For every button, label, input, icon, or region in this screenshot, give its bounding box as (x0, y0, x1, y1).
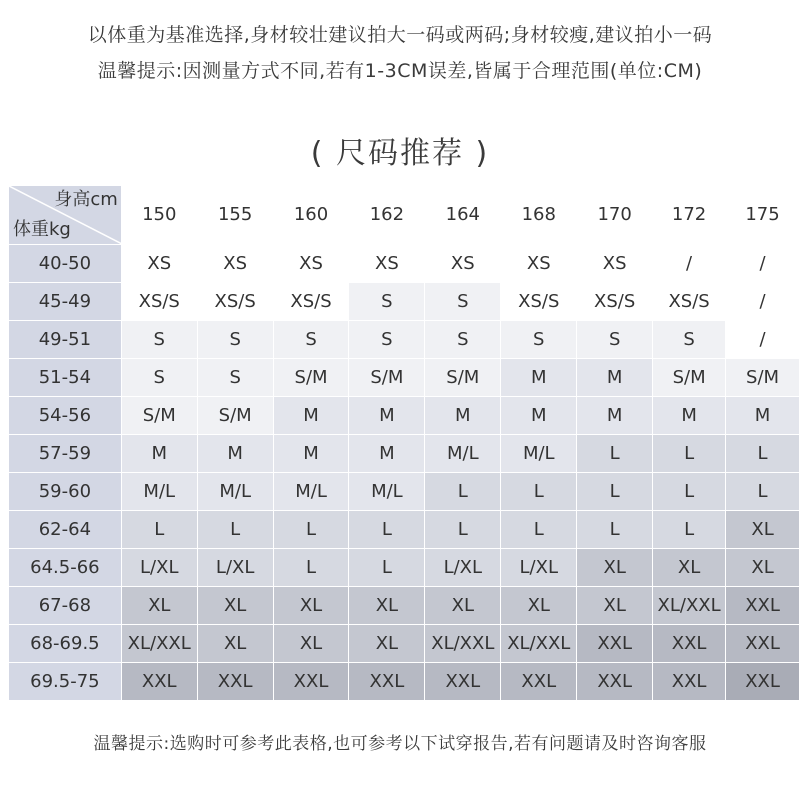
height-header-cell: 170 (577, 186, 653, 245)
size-cell: M/L (121, 473, 197, 511)
height-axis-label: 身高cm (54, 189, 118, 210)
size-cell: XL (349, 625, 425, 663)
size-cell: M (653, 397, 726, 435)
size-cell: XL (273, 587, 349, 625)
size-cell: XXL (577, 625, 653, 663)
height-header-cell: 164 (425, 186, 501, 245)
size-cell: M (273, 435, 349, 473)
size-cell: XL (726, 549, 800, 587)
size-cell: / (726, 283, 800, 321)
height-header-cell: 162 (349, 186, 425, 245)
size-cell: L (577, 511, 653, 549)
weight-range-cell: 49-51 (9, 321, 122, 359)
size-cell: M/L (425, 435, 501, 473)
sizing-advice-text: 以体重为基准选择,身材较壮建议拍大一码或两码;身材较瘦,建议拍小一码 (87, 24, 713, 46)
weight-range-cell: 51-54 (9, 359, 122, 397)
size-cell: L (501, 473, 577, 511)
height-header-cell: 175 (726, 186, 800, 245)
size-cell: / (726, 321, 800, 359)
size-cell: XS/S (273, 283, 349, 321)
size-cell: XL (121, 587, 197, 625)
size-cell: L (349, 549, 425, 587)
weight-axis-label: 体重kg (13, 219, 71, 240)
size-cell: / (653, 245, 726, 283)
size-cell: S (425, 321, 501, 359)
size-cell: XL (273, 625, 349, 663)
size-cell: L (577, 473, 653, 511)
size-cell: XL (577, 549, 653, 587)
size-cell: L (273, 549, 349, 587)
size-cell: L (653, 435, 726, 473)
weight-range-cell: 69.5-75 (9, 663, 122, 701)
size-cell: M (726, 397, 800, 435)
size-cell: XS/S (197, 283, 273, 321)
height-header-cell: 150 (121, 186, 197, 245)
size-cell: L (349, 511, 425, 549)
measurement-tip-text: 温馨提示:因测量方式不同,若有1-3CM误差,皆属于合理范围(单位:CM) (97, 60, 703, 82)
size-cell: XS (273, 245, 349, 283)
size-cell: S/M (273, 359, 349, 397)
size-cell: XL (349, 587, 425, 625)
size-cell: XL (501, 587, 577, 625)
size-cell: XXL (726, 663, 800, 701)
size-cell: S/M (425, 359, 501, 397)
table-row (9, 473, 800, 511)
size-cell: L (653, 473, 726, 511)
size-cell: L (273, 511, 349, 549)
size-cell: XL (425, 587, 501, 625)
size-cell: S/M (197, 397, 273, 435)
weight-range-cell: 54-56 (9, 397, 122, 435)
size-cell: L (121, 511, 197, 549)
size-cell: XXL (653, 663, 726, 701)
size-cell: XS (197, 245, 273, 283)
size-cell: XS/S (121, 283, 197, 321)
weight-range-cell: 45-49 (9, 283, 122, 321)
size-cell: M/L (501, 435, 577, 473)
size-cell: XL (653, 549, 726, 587)
size-cell: XL/XXL (425, 625, 501, 663)
size-cell: S/M (726, 359, 800, 397)
size-cell: S (577, 321, 653, 359)
table-row (9, 625, 800, 663)
size-cell: M (501, 397, 577, 435)
size-cell: XXL (349, 663, 425, 701)
size-chart-title: ( 尺码推荐 ) (310, 136, 490, 171)
size-cell: XL/XXL (121, 625, 197, 663)
size-cell: L (653, 511, 726, 549)
height-header-cell: 168 (501, 186, 577, 245)
size-cell: M (121, 435, 197, 473)
size-cell: M (577, 397, 653, 435)
size-cell: M/L (197, 473, 273, 511)
size-cell: L (577, 435, 653, 473)
size-cell: XXL (577, 663, 653, 701)
size-cell: XS/S (577, 283, 653, 321)
size-cell: M (273, 397, 349, 435)
weight-range-cell: 59-60 (9, 473, 122, 511)
size-cell: S/M (349, 359, 425, 397)
height-header-cell: 160 (273, 186, 349, 245)
table-row (9, 549, 800, 587)
height-header-cell: 172 (653, 186, 726, 245)
size-cell: XXL (653, 625, 726, 663)
size-cell: XXL (726, 625, 800, 663)
table-row (9, 321, 800, 359)
size-cell: XXL (425, 663, 501, 701)
height-header-cell: 155 (197, 186, 273, 245)
size-cell: L/XL (121, 549, 197, 587)
weight-range-cell: 62-64 (9, 511, 122, 549)
table-row (9, 283, 800, 321)
size-cell: S (349, 283, 425, 321)
size-cell: XS (501, 245, 577, 283)
size-recommendation-table (8, 185, 800, 701)
height-header-row (9, 186, 800, 245)
size-cell: S (197, 321, 273, 359)
size-cell: XS/S (501, 283, 577, 321)
size-cell: XS/S (653, 283, 726, 321)
table-corner-cell (9, 186, 122, 245)
size-cell: M/L (349, 473, 425, 511)
size-cell: XXL (726, 587, 800, 625)
size-cell: XL/XXL (501, 625, 577, 663)
size-cell: XXL (121, 663, 197, 701)
weight-range-cell: 64.5-66 (9, 549, 122, 587)
size-cell: M (425, 397, 501, 435)
size-cell: M/L (273, 473, 349, 511)
weight-range-cell: 57-59 (9, 435, 122, 473)
table-row (9, 245, 800, 283)
size-cell: XL/XXL (653, 587, 726, 625)
weight-range-cell: 68-69.5 (9, 625, 122, 663)
size-cell: XXL (273, 663, 349, 701)
weight-range-cell: 40-50 (9, 245, 122, 283)
weight-range-cell: 67-68 (9, 587, 122, 625)
size-cell: M (197, 435, 273, 473)
size-cell: XXL (501, 663, 577, 701)
size-cell: L (726, 473, 800, 511)
table-row (9, 663, 800, 701)
size-cell: L/XL (501, 549, 577, 587)
size-cell: XS (349, 245, 425, 283)
size-cell: S/M (121, 397, 197, 435)
size-cell: S (653, 321, 726, 359)
size-cell: XL (197, 625, 273, 663)
table-row (9, 359, 800, 397)
size-cell: XL (197, 587, 273, 625)
size-cell: XS (577, 245, 653, 283)
size-cell: S (501, 321, 577, 359)
size-cell: M (349, 397, 425, 435)
size-cell: S (425, 283, 501, 321)
size-cell: L (197, 511, 273, 549)
size-cell: XL (577, 587, 653, 625)
table-row (9, 511, 800, 549)
size-cell: S (121, 359, 197, 397)
size-cell: XL (726, 511, 800, 549)
size-cell: XXL (197, 663, 273, 701)
size-cell: L/XL (425, 549, 501, 587)
size-cell: L (726, 435, 800, 473)
size-cell: M (349, 435, 425, 473)
size-cell: M (577, 359, 653, 397)
size-cell: S/M (653, 359, 726, 397)
size-table-body (9, 245, 800, 701)
size-cell: L/XL (197, 549, 273, 587)
footer-tip-text: 温馨提示:选购时可参考此表格,也可参考以下试穿报告,若有问题请及时咨询客服 (93, 734, 707, 754)
size-cell: L (425, 511, 501, 549)
size-cell: XS (425, 245, 501, 283)
table-row (9, 587, 800, 625)
table-row (9, 397, 800, 435)
size-cell: S (121, 321, 197, 359)
size-cell: L (501, 511, 577, 549)
size-cell: S (349, 321, 425, 359)
size-cell: S (273, 321, 349, 359)
size-cell: XS (121, 245, 197, 283)
size-cell: M (501, 359, 577, 397)
table-row (9, 435, 800, 473)
size-cell: / (726, 245, 800, 283)
size-cell: S (197, 359, 273, 397)
size-cell: L (425, 473, 501, 511)
